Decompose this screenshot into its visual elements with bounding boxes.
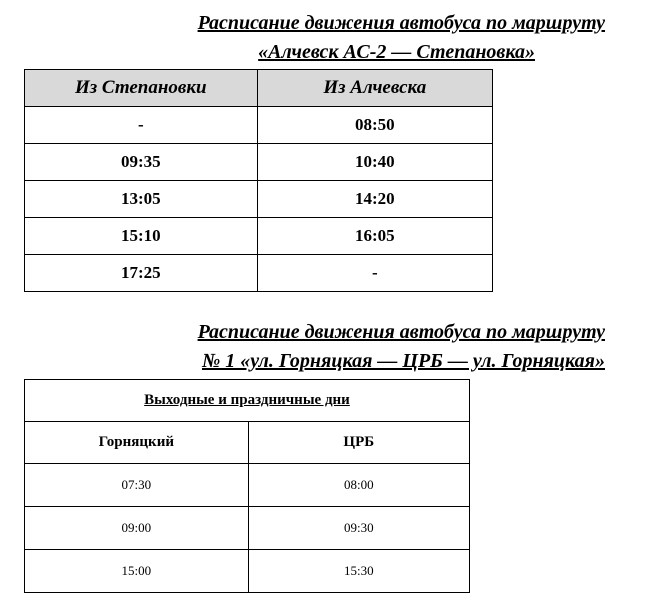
table-cell: 15:10 [25,218,258,255]
table-cell: 08:50 [257,107,492,144]
table-header-row [25,70,493,107]
table-cell: 15:00 [25,550,249,593]
column-header-from-stepanovka: Из Степановки [25,70,258,107]
table-row [25,550,470,593]
table-cell: 15:30 [248,550,469,593]
column-header-from-alchevsk: Из Алчевска [257,70,492,107]
table-cell: 14:20 [257,181,492,218]
table-cell: 17:25 [25,255,258,292]
schedule2-table [24,379,470,593]
table-header-row [25,422,470,464]
table-cell: 07:30 [25,464,249,507]
table-row [25,507,470,550]
table-row [25,181,493,218]
table-cell: 09:35 [25,144,258,181]
table-cell: 10:40 [257,144,492,181]
schedule2-title-line2: № 1 «ул. Горняцкая — ЦРБ — ул. Горняцкая» [201,350,605,372]
table-row [25,144,493,181]
table-row [25,255,493,292]
table-cell: 13:05 [25,181,258,218]
table-row [25,107,493,144]
column-header-gornyatsky: Горняцкий [25,422,249,464]
table-row [25,464,470,507]
table-cell: 09:30 [248,507,469,550]
table-cell: - [257,255,492,292]
weekend-holidays-caption: Выходные и праздничные дни [25,380,470,422]
schedule1-title-line2: «Алчевск АС-2 — Степановка» [258,41,535,63]
table-row [25,218,493,255]
schedule2-title-line1: Расписание движения автобуса по маршруту [197,321,605,343]
table-cell: - [25,107,258,144]
table-cell: 16:05 [257,218,492,255]
table-cell: 08:00 [248,464,469,507]
table-caption-row [25,380,470,422]
schedule1-table [24,69,493,292]
table-cell: 09:00 [25,507,249,550]
column-header-crb: ЦРБ [248,422,469,464]
schedule1-title-line1: Расписание движения автобуса по маршруту [197,12,605,34]
